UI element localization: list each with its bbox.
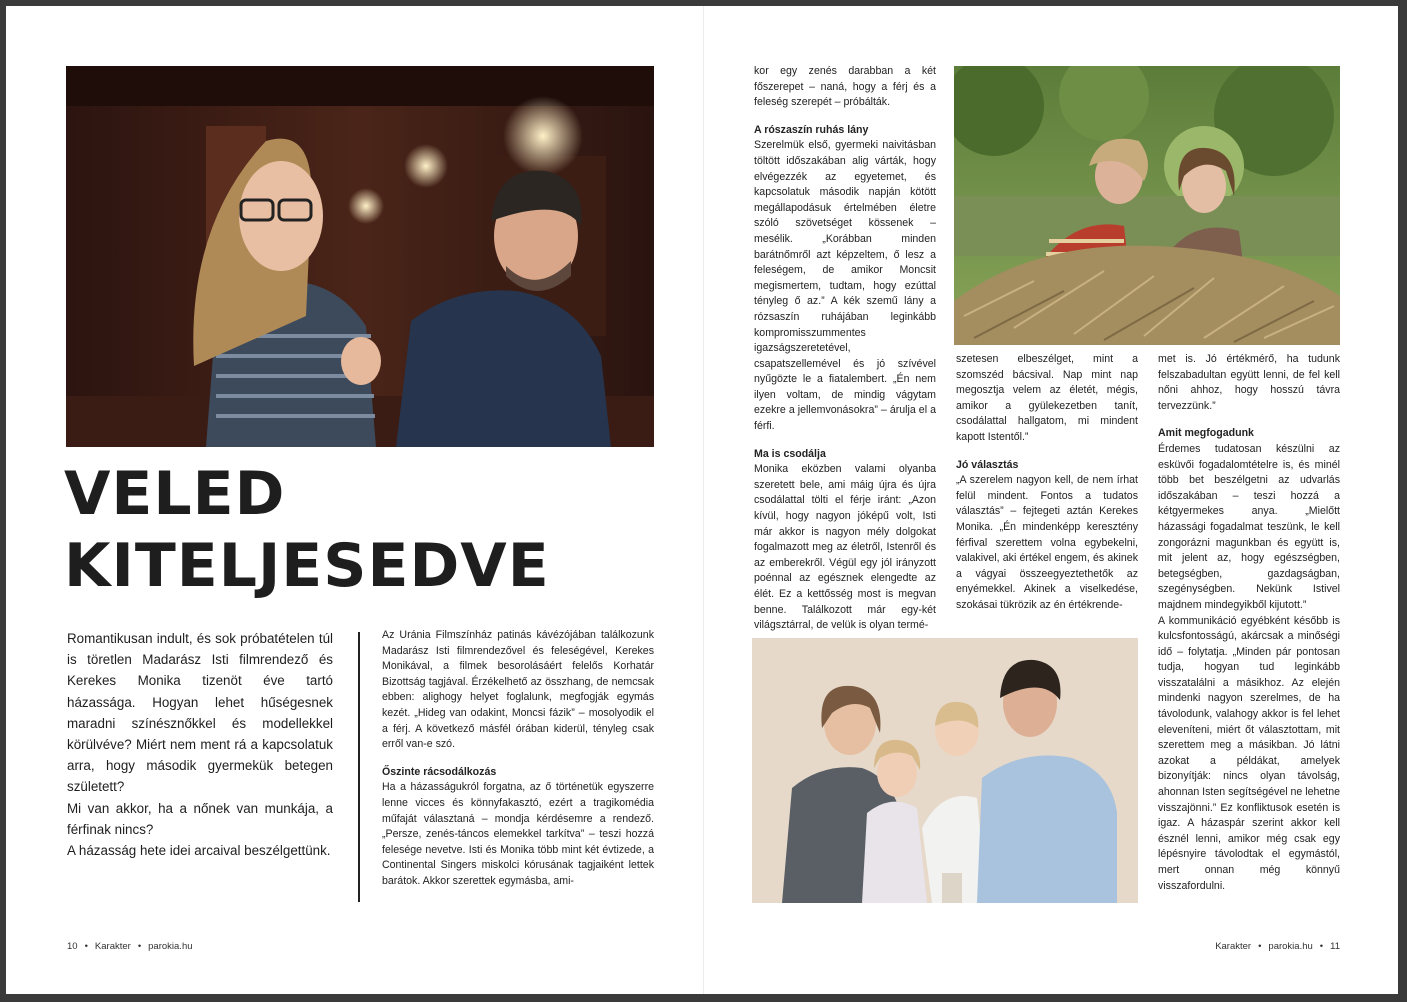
lead-paragraph: Mi van akkor, ha a nőnek van munkája, a férfinak nincs? — [67, 800, 333, 837]
bullet: • — [1258, 941, 1262, 952]
body-paragraph: met is. Jó értékmérő, ha tudunk felszabadultan együtt lenni, de fel kell nőni ahhoz, hogy hosszú távra tervezzünk.” — [1158, 353, 1340, 412]
body-paragraph: Az Uránia Filmszínház patinás kávézójában találkozunk Madarász Isti filmrendezővel és feleségével, Kerekes Monikával, a filmek besorolásáért felelős Korhatár Bizottság tagjával. Érzékelhető az összhang, de nemcsak ebben: alighogy helyet foglalunk, megfogják egymás kezét. „Hideg van odakint, Moncsi fázik” – mosolyodik el a férj. A következő másfél órában kiderül, tényleg csak erről van-e szó. — [382, 629, 654, 751]
page-gutter — [703, 6, 704, 994]
article-title — [64, 458, 664, 602]
website: parokia.hu — [1268, 941, 1313, 952]
body-paragraph: kor egy zenés darabban a két főszerepet – naná, hogy a férj és a feleség szerepét – próbálták. — [754, 65, 936, 109]
page-number: 11 — [1330, 941, 1340, 952]
bullet: • — [137, 941, 142, 952]
photo-young-couple-hay — [954, 66, 1340, 345]
body-paragraph: „A szerelem nagyon kell, de nem írhat felül mindent. Fontos a tudatos választás” – fejtegeti aztán Kerekes Monika. „Én mindenképp keresztény férfival szerettem volna egybekelni, valakivel, aki értékel engem, és akinek a vágyai összeegyeztethetők az enyémekkel. Akinek a viselkedése, szokásai tükrözik az én értékrende- — [956, 474, 1138, 611]
text-column-3 — [956, 352, 1138, 634]
magazine-name: Karakter — [94, 941, 131, 952]
bullet: • — [84, 941, 88, 952]
body-paragraph: szetesen elbeszélget, mint a szomszéd bácsival. Nap mint nap megosztja velem az életét, mégis, amikor a gyülekezetben tanít, csodálattal hallgatom, mi mindent kapott Istentől.” — [956, 353, 1138, 443]
photo-family-portrait — [752, 638, 1138, 903]
footer-left — [67, 941, 193, 952]
text-column-2 — [754, 64, 936, 634]
lead-paragraph: A házasság hete idei arcaival beszélgettünk. — [67, 843, 331, 859]
text-column-1 — [382, 628, 654, 906]
body-paragraph: Érdemes tudatosan készülni az esküvői fogadalomtételre is, és minél több bet beszélgetni az udvarlás időszakában – teszi hozzá a kétgyermekes anya. „Mielőtt házassági fogadalmat teszünk, le kell zongorázni magunkban és együtt is, mit jelent az, hogy egészségben, betegségben, gazdagságban, szegénységben. Nekünk Istivel majdnem mindegyikből kijutott.” — [1158, 442, 1340, 611]
article-lead — [67, 628, 333, 861]
bullet: • — [1319, 941, 1324, 952]
subheading: Jó választás — [956, 458, 1019, 471]
text-column-4 — [1158, 352, 1340, 904]
title-line-2: KITELJESEDVE — [64, 531, 550, 601]
photo-couple-cafe — [66, 66, 654, 447]
subheading: Amit megfogadunk — [1158, 427, 1254, 440]
body-paragraph: Monika eközben valami olyanba szeretett bele, ami máig újra és újra csodálattal tölti el férje iránt: „Azon kívül, hogy nagyon jóképű volt, Isti már akkor is nagyon mély dolgokat fogalmazott meg az életről, Istenről és az emberekről. Végül egy jól irányzott poénnal az egésznek elengedte az élét. Ez a kettősség most is megvan benne. Találkozott már egy-két világsztárral, de velük is olyan termé- — [754, 463, 936, 632]
subheading: Ma is csodálja — [754, 447, 826, 460]
magazine-spread — [6, 6, 1398, 994]
vertical-rule — [358, 632, 360, 902]
body-paragraph: Ha a házasságukról forgatna, az ő történetük egyszerre lenne vicces és könnyfakasztó, ezért a tragikomédia műfaját választaná – mondja kérdésemre a rendező. „Persze, zenés-táncos elemekkel tarkítva” – teszi hozzá felesége nevetve. Isti és Monika több mint két évtizede, a Continental Singers miskolci kórusának tagjaiként lettek barátok. Akkor szerettek egymásba, ami- — [382, 781, 654, 887]
page-number: 10 — [67, 941, 78, 952]
website: parokia.hu — [148, 941, 193, 952]
body-paragraph: Szerelmük első, gyermeki naivitásban töltött időszakában alig várták, hogy elvégezzék az egyetemet, és kapcsolatuk második napján kötött megállapodásuk értelmében életre szóló szövetséget kössenek – mesélik. „Korábban minden barátnőmről azt képzeltem, ő lesz a feleségem, de amikor Moncsit megismertem, tudtam, hogy ezúttal tényleg ő az.” A kék szemű lány a rózsaszín ruhájában leginkább kompromisszummentes igazságszeretetével, csapatszellemével és jó szívével nyűgözte le a fiatalembert. „Én nem ilyen voltam, de mindig vágytam ezekre a jellemvonásokra” – árulja el a férfi. — [754, 139, 936, 433]
body-paragraph: A kommunikáció egyébként később is kulcsfontosságú, akárcsak a minőségi idő – folytatja. „Minden pár pontosan tudja, hogyan tud leginkább visszatalálni a másikhoz. Az elején mindenki nagyon szerelmes, de ha távolodunk, valahogy akkor is fel lehet eleveníteni, miért őt választottam, mit szerettem meg a másikban. Jó látni azokat a példákat, amelyek bizonyítják: nincs olyan távolság, ahonnan Isten segítségével ne lehetne visszajönni.” Ez konfliktusok esetén is igaz. A házaspár szerint akkor kell észnél lenni, amikor még csak egy lépésnyire távolodtak el egymástól, mert onnan még könnyű visszafordulni. — [1158, 614, 1340, 892]
subheading: Őszinte rácsodálkozás — [382, 765, 497, 778]
footer-right — [1215, 941, 1340, 952]
lead-paragraph: Romantikusan indult, és sok próbatételen túl is töretlen Madarász Isti filmrendező és Kerekes Monika tizenöt éve tartó házassága. Hogyan lehet hűségesnek maradni színésznőkkel és modellekkel körülvéve? Miért nem ment rá a kapcsolatuk arra, hogy második gyermekük betegen született? — [67, 631, 333, 795]
subheading: A rószaszín ruhás lány — [754, 123, 869, 136]
magazine-name: Karakter — [1215, 941, 1252, 952]
title-line-1: VELED — [64, 459, 286, 529]
